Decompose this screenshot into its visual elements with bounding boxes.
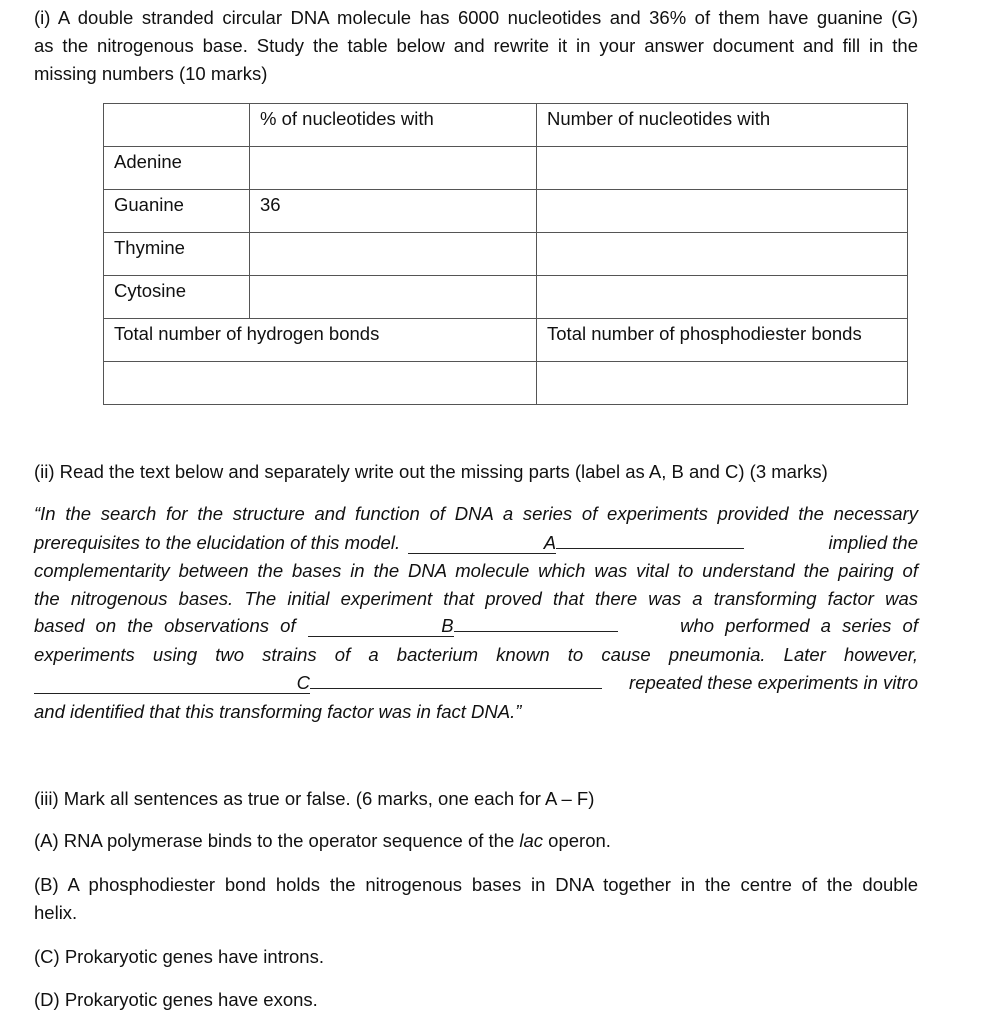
- percent-cell: [250, 147, 537, 190]
- total-hydrogen-bonds-label: Total number of hydrogen bonds: [104, 319, 537, 362]
- passage-text: prerequisites to the elucidation of this model.: [34, 532, 401, 553]
- base-name: Guanine: [104, 190, 250, 233]
- total-phosphodiester-answer: [537, 362, 908, 405]
- nucleotide-table: [103, 103, 908, 405]
- total-phosphodiester-bonds-label: Total number of phosphodiester bonds: [537, 319, 908, 362]
- blank-c-label: C: [296, 672, 310, 693]
- statement-a-text: (A) RNA polymerase binds to the operator sequence of the: [34, 830, 520, 851]
- blank-a-left: [408, 533, 556, 554]
- statement-a-text-end: operon.: [543, 830, 611, 851]
- statement-a: [34, 827, 611, 855]
- table-header-row: [104, 104, 908, 147]
- statement-d: (D) Prokaryotic genes have exons.: [34, 989, 318, 1010]
- blank-c-left: [34, 673, 310, 694]
- percent-cell: [250, 276, 537, 319]
- base-name: Adenine: [104, 147, 250, 190]
- blank-a-right: [556, 548, 744, 549]
- percent-cell: 36: [250, 190, 537, 233]
- number-cell: [537, 147, 908, 190]
- intro-line-1: (i) A double stranded circular DNA molecule has 6000 nucleotides and 36% of them have guanine (G): [34, 7, 918, 28]
- blank-a-label: A: [543, 532, 557, 553]
- statement-c: (C) Prokaryotic genes have introns.: [34, 946, 324, 967]
- statement-b-line-1: (B) A phosphodiester bond holds the nitrogenous bases in DNA together in the centre of the double: [34, 874, 918, 895]
- percent-cell: [250, 233, 537, 276]
- table-row: [104, 276, 908, 319]
- passage-line-6: experiments using two strains of a bacterium known to cause pneumonia. Later however,: [34, 644, 918, 665]
- passage-text: implied the: [828, 532, 918, 553]
- header-percent: % of nucleotides with: [250, 104, 537, 147]
- header-empty-cell: [104, 104, 250, 147]
- statement-b-line-2: helix.: [34, 902, 78, 923]
- blank-b-label: B: [441, 615, 454, 636]
- passage-line-2: [34, 529, 918, 557]
- passage-text: repeated these experiments in vitro: [629, 672, 918, 693]
- intro-line-3: missing numbers (10 marks): [34, 63, 268, 84]
- header-number: Number of nucleotides with: [537, 104, 908, 147]
- intro-line-2: as the nitrogenous base. Study the table below and rewrite it in your answer document and fill in the: [34, 35, 918, 56]
- totals-header-row: [104, 319, 908, 362]
- total-hydrogen-answer: [104, 362, 537, 405]
- passage-line-8: and identified that this transforming factor was in fact DNA.”: [34, 701, 522, 722]
- passage-line-7: [34, 669, 918, 697]
- passage-line-1: “In the search for the structure and function of DNA a series of experiments provided the necessary: [34, 503, 918, 524]
- number-cell: [537, 233, 908, 276]
- passage-line-4: the nitrogenous bases. The initial experiment that proved that there was a transforming factor was: [34, 588, 918, 609]
- question-3-heading: (iii) Mark all sentences as true or false. (6 marks, one each for A – F): [34, 788, 595, 809]
- table-row: [104, 190, 908, 233]
- table-row: [104, 147, 908, 190]
- passage-text: who performed a series of: [680, 615, 918, 636]
- passage-line-5: [34, 612, 918, 640]
- blank-c-right: [310, 688, 602, 689]
- base-name: Cytosine: [104, 276, 250, 319]
- blank-b-right: [454, 631, 618, 632]
- table-row: [104, 233, 908, 276]
- question-2-heading: (ii) Read the text below and separately write out the missing parts (label as A, B and C) (3 marks): [34, 461, 828, 482]
- statement-a-italic: lac: [519, 830, 544, 851]
- number-cell: [537, 276, 908, 319]
- number-cell: [537, 190, 908, 233]
- base-name: Thymine: [104, 233, 250, 276]
- totals-answer-row: [104, 362, 908, 405]
- blank-b-left: [308, 616, 454, 637]
- passage-text: based on the observations of: [34, 615, 296, 636]
- passage-line-3: complementarity between the bases in the DNA molecule which was vital to understand the pairing of: [34, 560, 918, 581]
